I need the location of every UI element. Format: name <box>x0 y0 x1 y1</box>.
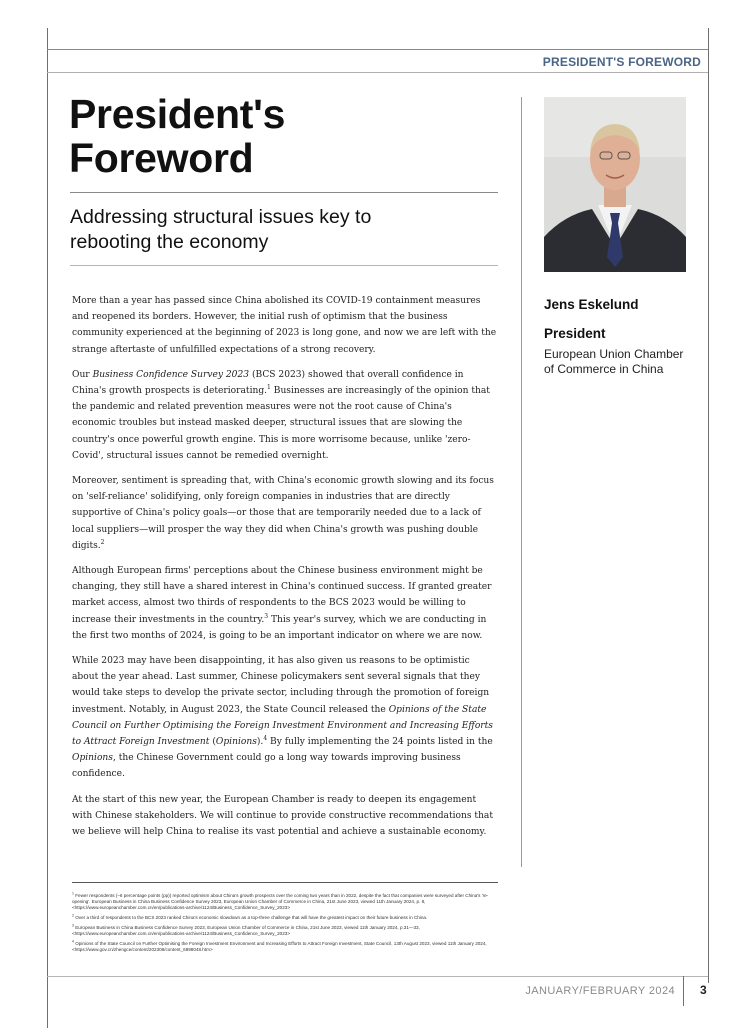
header-rule <box>47 49 708 50</box>
column-divider <box>521 97 522 867</box>
right-margin-rule <box>708 28 709 983</box>
footer-divider <box>683 976 684 1006</box>
paragraph-1: More than a year has passed since China abolished its COVID-19 containment measures and reopened its borders. However, the initial rush of optimism that the business community experienced at the beginning of 2023 is long gone, and now we are left with the strange aftertaste of unfulfilled expectations of a strong recovery. <box>72 296 497 355</box>
paragraph-3: Moreover, sentiment is spreading that, with China's economic growth slowing and its focus on 'self-reliance' solidifying, only foreign companies in industries that are directly supportive of China's policy goals—or those that are temporarily needed due to a lack of local suppliers—will prosper the way they did when China's growth was pushing double digits.$^2$ <box>72 476 494 551</box>
author-name: Jens Eskelund <box>544 297 639 312</box>
footnote-ref-1: 1 <box>267 383 271 391</box>
subtitle-rule <box>70 265 498 266</box>
subtitle <box>70 205 490 255</box>
footnote-ref-4: 4 <box>263 735 268 743</box>
footer-rule <box>47 976 708 977</box>
footnotes <box>72 893 498 957</box>
page-title <box>69 92 285 180</box>
subtitle-line-1: Addressing structural issues key to <box>70 206 372 228</box>
footnote-1: $^1$ Fewer respondents (–6 percentage points (pp)) reported optimism about China's growth prospects over the coming two years than in 2022, despite the fact that companies were surveyed after China's 're-opening'. European Business in China Business Confidence Survey 2023, European Union Chamber of Commerce in China, 21st June 2023, viewed 11th January 2024, p. 8, <https://www.europeanchamber.com.cn/en/publications-archive/1124/Business_Confidence_Survey_2023> <box>72 891 489 911</box>
footnote-4: $^4$ Opinions of the State Council on Further Optimising the Foreign Investment Environment and Increasing Efforts to Attract Foreign Investment, State Council, 13th August 2023, viewed 11th January 2024, <https://www.gov.cn/zhengce/content/202308/content_6898048.htm> <box>72 939 487 952</box>
paragraph-4: Although European firms' perceptions about the Chinese business environment might be changing, they still have a shared interest in China's continued success. If granted greater market access, almost two thirds of respondents to the BCS 2023 would be willing to increase their investments in the country.$^3$ This year's survey, which we are conducting in the first two months of 2024, is going to be an important indicator on where we are now. <box>72 566 492 641</box>
issue-date: JANUARY/FEBRUARY 2024 <box>525 985 675 997</box>
subtitle-line-2: rebooting the economy <box>70 231 269 253</box>
page-number: 3 <box>700 983 707 997</box>
paragraph-5: While 2023 may have been disappointing, it has also given us reasons to be optimistic about the year ahead. Last summer, Chinese policymakers sent several signals that they would take steps to develop the private sector, including through the promotion of foreign investment. Notably, in August 2023, the State Council released the Opinions of the State Council on Further Optimising the Foreign Investment Environment and Increasing Efforts to Attract Foreign Investment (Opinions).$^4$ By fully implementing the 24 points listed in the Opinions, the Chinese Government could go a long way towards improving business confidence. <box>72 656 493 780</box>
left-margin-rule <box>47 28 48 1028</box>
header-bottom-rule <box>47 72 708 73</box>
footnote-ref-3: 3 <box>264 612 269 620</box>
section-label: PRESIDENT'S FOREWORD <box>542 55 701 69</box>
page-title-line-1: President's <box>69 91 286 137</box>
author-organization: European Union Chamber of Commerce in China <box>544 347 684 376</box>
footnote-rule <box>72 882 498 883</box>
portrait-photo <box>544 97 686 272</box>
footnote-3: $^3$ European Business in China Business Confidence Survey 2023, European Union Chamber of Commerce in China, 21st June 2023, viewed 11th January 2024, p.31—33, <https://www.europeanchamber.com.cn/en/publications-archive/1124/Business_Confidence_Survey_2023> <box>72 923 420 937</box>
footnote-2: $^2$ Over a third of respondents to the BCS 2023 ranked China's economic slowdown as a top-three challenge that will have the greatest impact on their future business in China. <box>72 913 428 921</box>
footnote-ref-2: 2 <box>100 538 105 546</box>
page-title-line-2: Foreword <box>69 135 254 181</box>
portrait-illustration <box>544 97 686 272</box>
article-body <box>72 293 498 849</box>
paragraph-6: At the start of this new year, the European Chamber is ready to deepen its engagement with Chinese stakeholders. We will continue to provide constructive recommendations that we believe will help China to realise its vast potential and achieve a sustainable economy. <box>72 794 493 838</box>
paragraph-2: Our Business Confidence Survey 2023 (BCS 2023) showed that overall confidence in China's growth prospects is deteriorating.$^1$ Businesses are increasingly of the opinion that the pandemic and related prevention measures were not the root cause of China's economic troubles but instead masked deeper, structural issues that are slowing the country's once powerful growth engine. This is more worrisome because, unlike 'zero-Covid', structural issues cannot be remedied overnight. <box>72 369 490 461</box>
title-rule <box>70 192 498 193</box>
author-role: President <box>544 326 606 341</box>
